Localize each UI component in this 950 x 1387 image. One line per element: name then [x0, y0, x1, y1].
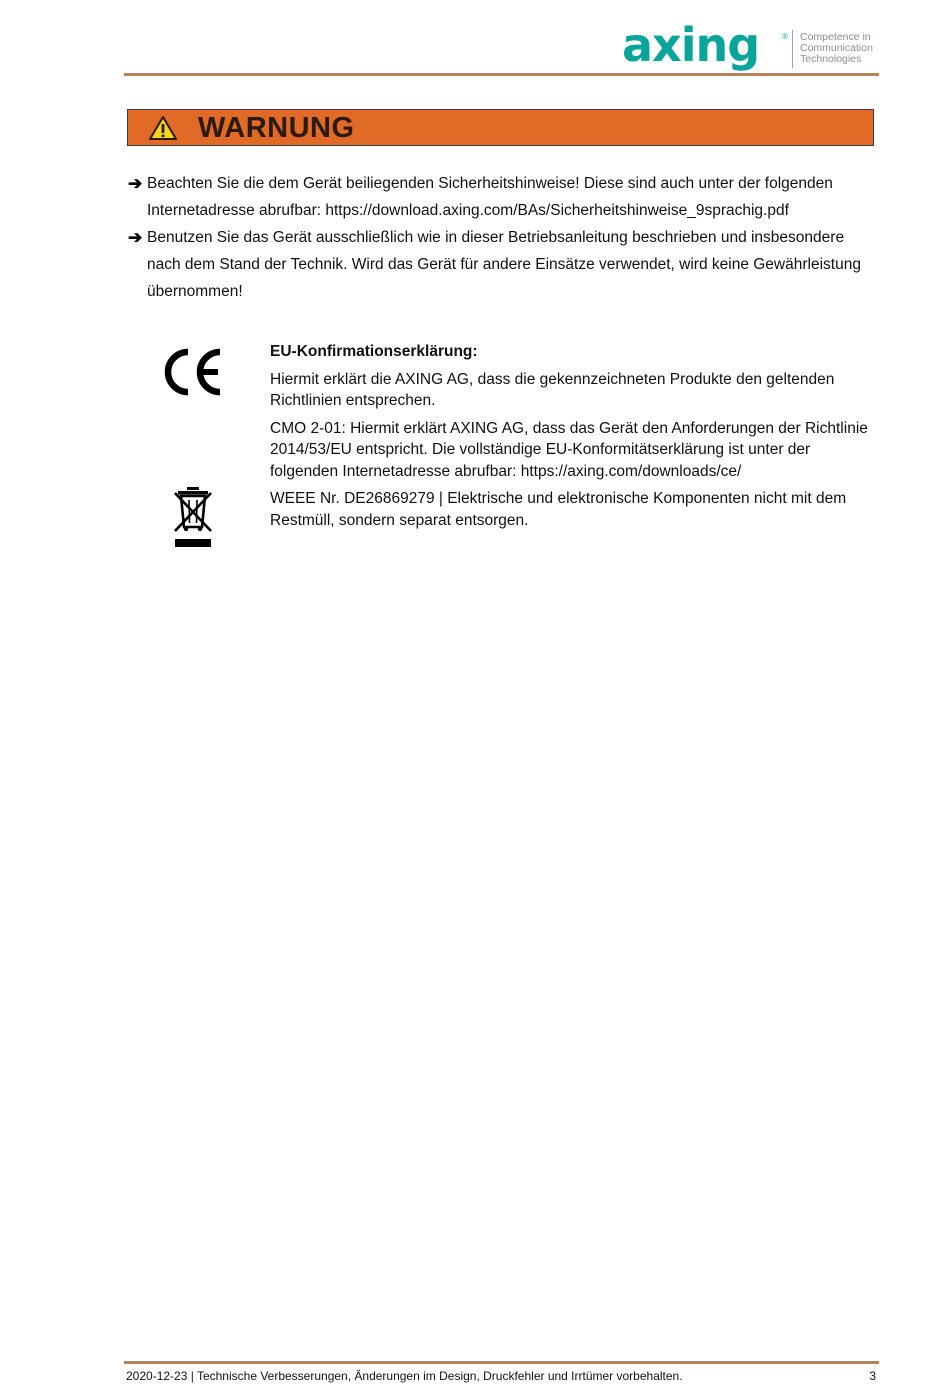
list-item-text: Beachten Sie die dem Gerät beiliegenden Sicherheitshinweise! Diese sind auch unter der folgenden Internetadresse abrufbar: https://download.axing.com/BAs/Sicherheitshinweise_9sprachig.pdf [147, 175, 833, 219]
crossed-bin-icon [172, 485, 214, 549]
list-item [128, 224, 868, 305]
company-logo [622, 18, 882, 72]
arrow-right-icon: ➔ [128, 228, 143, 247]
conformity-paragraph: Hiermit erklärt die AXING AG, dass die gekennzeichneten Produkte den geltenden Richtlinien entsprechen. [270, 370, 835, 409]
tagline-line: Competence in [800, 31, 871, 43]
warning-banner [127, 109, 874, 146]
ce-mark-icon [162, 346, 224, 398]
safety-instructions [128, 170, 868, 305]
footer-note: 2020-12-23 | Technische Verbesserungen, Änderungen im Design, Druckfehler und Irrtümer vorbehalten. [126, 1369, 683, 1383]
conformity-paragraph: CMO 2-01: Hiermit erklärt AXING AG, dass das Gerät den Anforderungen der Richtlinie 2014/53/EU entspricht. Die vollständige EU-Konformitätserklärung ist unter der folgenden Internetadresse abrufbar: https://axing.com/downloads/ce/ [270, 419, 868, 480]
logo-wordmark: axing [622, 18, 760, 72]
conformity-section [270, 341, 870, 537]
footer-divider [124, 1361, 879, 1364]
arrow-right-icon: ➔ [128, 174, 143, 193]
header-divider [124, 73, 879, 76]
warning-title: WARNUNG [198, 112, 355, 144]
conformity-heading: EU-Konfirmationserklärung: [270, 343, 478, 360]
tagline-line: Communication [800, 42, 873, 54]
tagline-line: Technologies [800, 53, 862, 65]
list-item [128, 170, 868, 224]
logo-registered-mark: ® [782, 32, 788, 41]
page-number: 3 [869, 1369, 876, 1383]
warning-triangle-icon [148, 115, 178, 141]
list-item-text: Benutzen Sie das Gerät ausschließlich wie in dieser Betriebsanleitung beschrieben und insbesondere nach dem Stand der Technik. Wird das Gerät für andere Einsätze verwendet, wird keine Gewährleistung übernommen! [147, 229, 861, 300]
logo-tagline [800, 32, 873, 65]
logo-separator [792, 30, 793, 68]
weee-paragraph: WEEE Nr. DE26869279 | Elektrische und elektronische Komponenten nicht mit dem Restmüll, sondern separat entsorgen. [270, 490, 847, 529]
